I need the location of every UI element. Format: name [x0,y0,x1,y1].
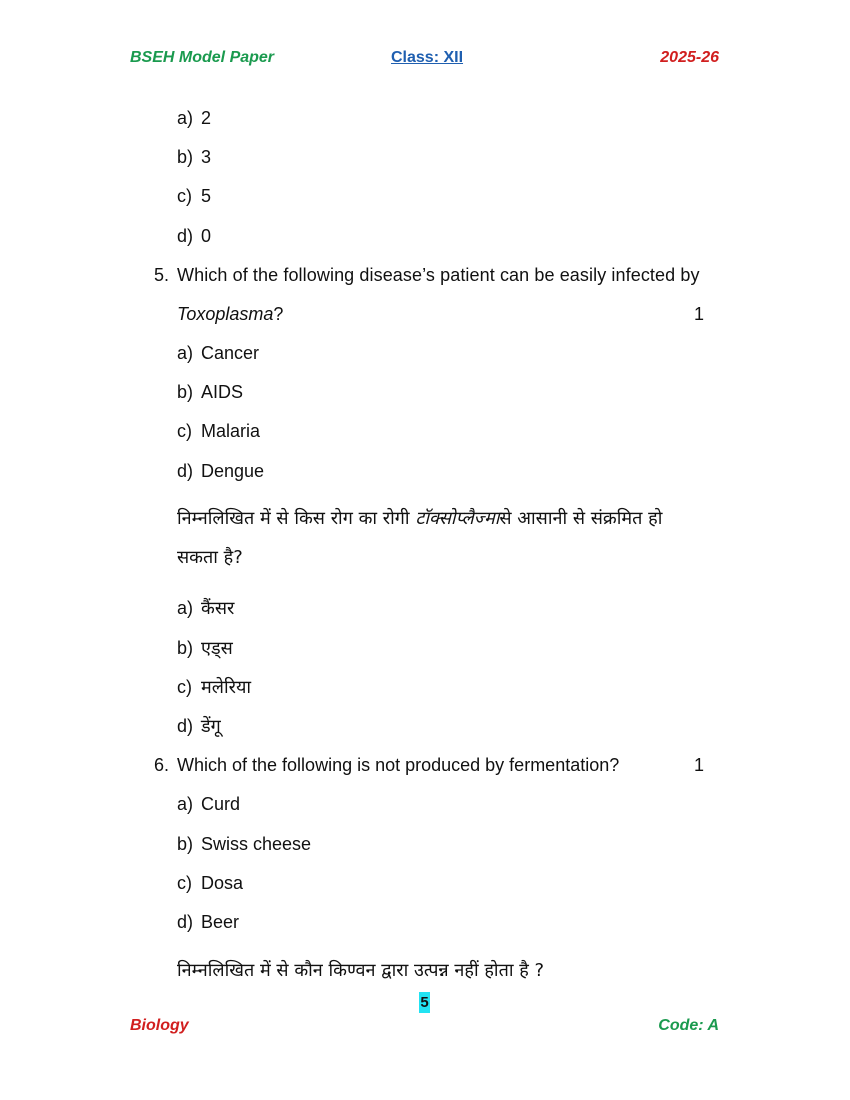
option-text: मलेरिया [201,677,252,698]
option-text: Malaria [201,421,261,441]
q6-option-b [177,832,311,856]
q5-text-line2 [177,302,283,326]
option-letter: d) [177,461,194,481]
option-letter: b) [177,147,194,167]
option-text: 3 [201,147,212,167]
q6-hindi: निम्नलिखित में से कौन किण्वन द्वारा उत्पन्न नहीं होता है ? [177,960,545,981]
footer-subject: Biology [130,1017,189,1034]
option-text: कैंसर [201,598,235,619]
q4-option-d [177,224,211,248]
q4-option-c [177,184,211,208]
q5-hindi-line2: सकता है? [177,547,243,568]
q5-option-a [177,341,259,365]
option-text: Curd [201,794,241,814]
q6-text: Which of the following is not produced by fermentation? [177,755,620,775]
option-letter: c) [177,873,192,893]
option-letter: b) [177,638,194,658]
q5-organism: Toxoplasma [177,304,274,324]
option-text: 2 [201,108,212,128]
option-letter: a) [177,343,194,363]
option-letter: d) [177,912,194,932]
option-letter: d) [177,716,194,736]
option-letter: c) [177,677,192,697]
q5-marks: 1 [694,304,705,324]
page-number: 5 [420,994,429,1011]
q5-hindi-option-a [177,596,234,621]
q5-hindi-post: से आसानी से संक्रमित हो [499,508,663,529]
q5-number: 5. [154,265,170,285]
q5-hindi-line1 [177,507,662,531]
option-text: डेंगू [201,716,221,737]
q6-option-c [177,871,243,895]
q5-hindi-option-d [177,714,221,739]
q5-hindi-organism: टॉक्सोप्लैज्मा [415,508,500,529]
q5-hindi-option-b [177,636,233,661]
option-letter: c) [177,186,192,206]
option-text: Cancer [201,343,260,363]
header-class-link[interactable]: Class: XII [391,49,464,66]
option-letter: d) [177,226,194,246]
header-session: 2025-26 [660,49,719,66]
option-text: 0 [201,226,212,246]
q5-hindi-pre: निम्नलिखित में से किस रोग का रोगी [177,508,416,529]
option-letter: b) [177,834,194,854]
option-letter: b) [177,382,194,402]
option-text: Dengue [201,461,265,481]
q5-option-b [177,380,243,404]
footer-code: Code: A [658,1017,719,1034]
q4-option-a [177,106,211,130]
q5-option-c [177,419,260,443]
q6-marks: 1 [694,755,705,775]
option-letter: a) [177,794,194,814]
q5-question-mark: ? [273,304,284,324]
q6-option-d [177,910,239,934]
option-letter: a) [177,108,194,128]
q6-option-a [177,792,240,816]
q6-number: 6. [154,755,170,775]
header-paper-title: BSEH Model Paper [130,49,275,66]
option-text: Beer [201,912,240,932]
option-text: एड्स [201,638,233,659]
q5-option-d [177,459,264,483]
option-text: Dosa [201,873,244,893]
option-letter: c) [177,421,192,441]
q5-hindi-option-c [177,675,251,700]
option-text: Swiss cheese [201,834,312,854]
q4-option-b [177,145,211,169]
option-text: AIDS [201,382,244,402]
option-letter: a) [177,598,194,618]
q5-text-line1: Which of the following disease’s patient can be easily infected by [177,265,700,285]
option-text: 5 [201,186,212,206]
